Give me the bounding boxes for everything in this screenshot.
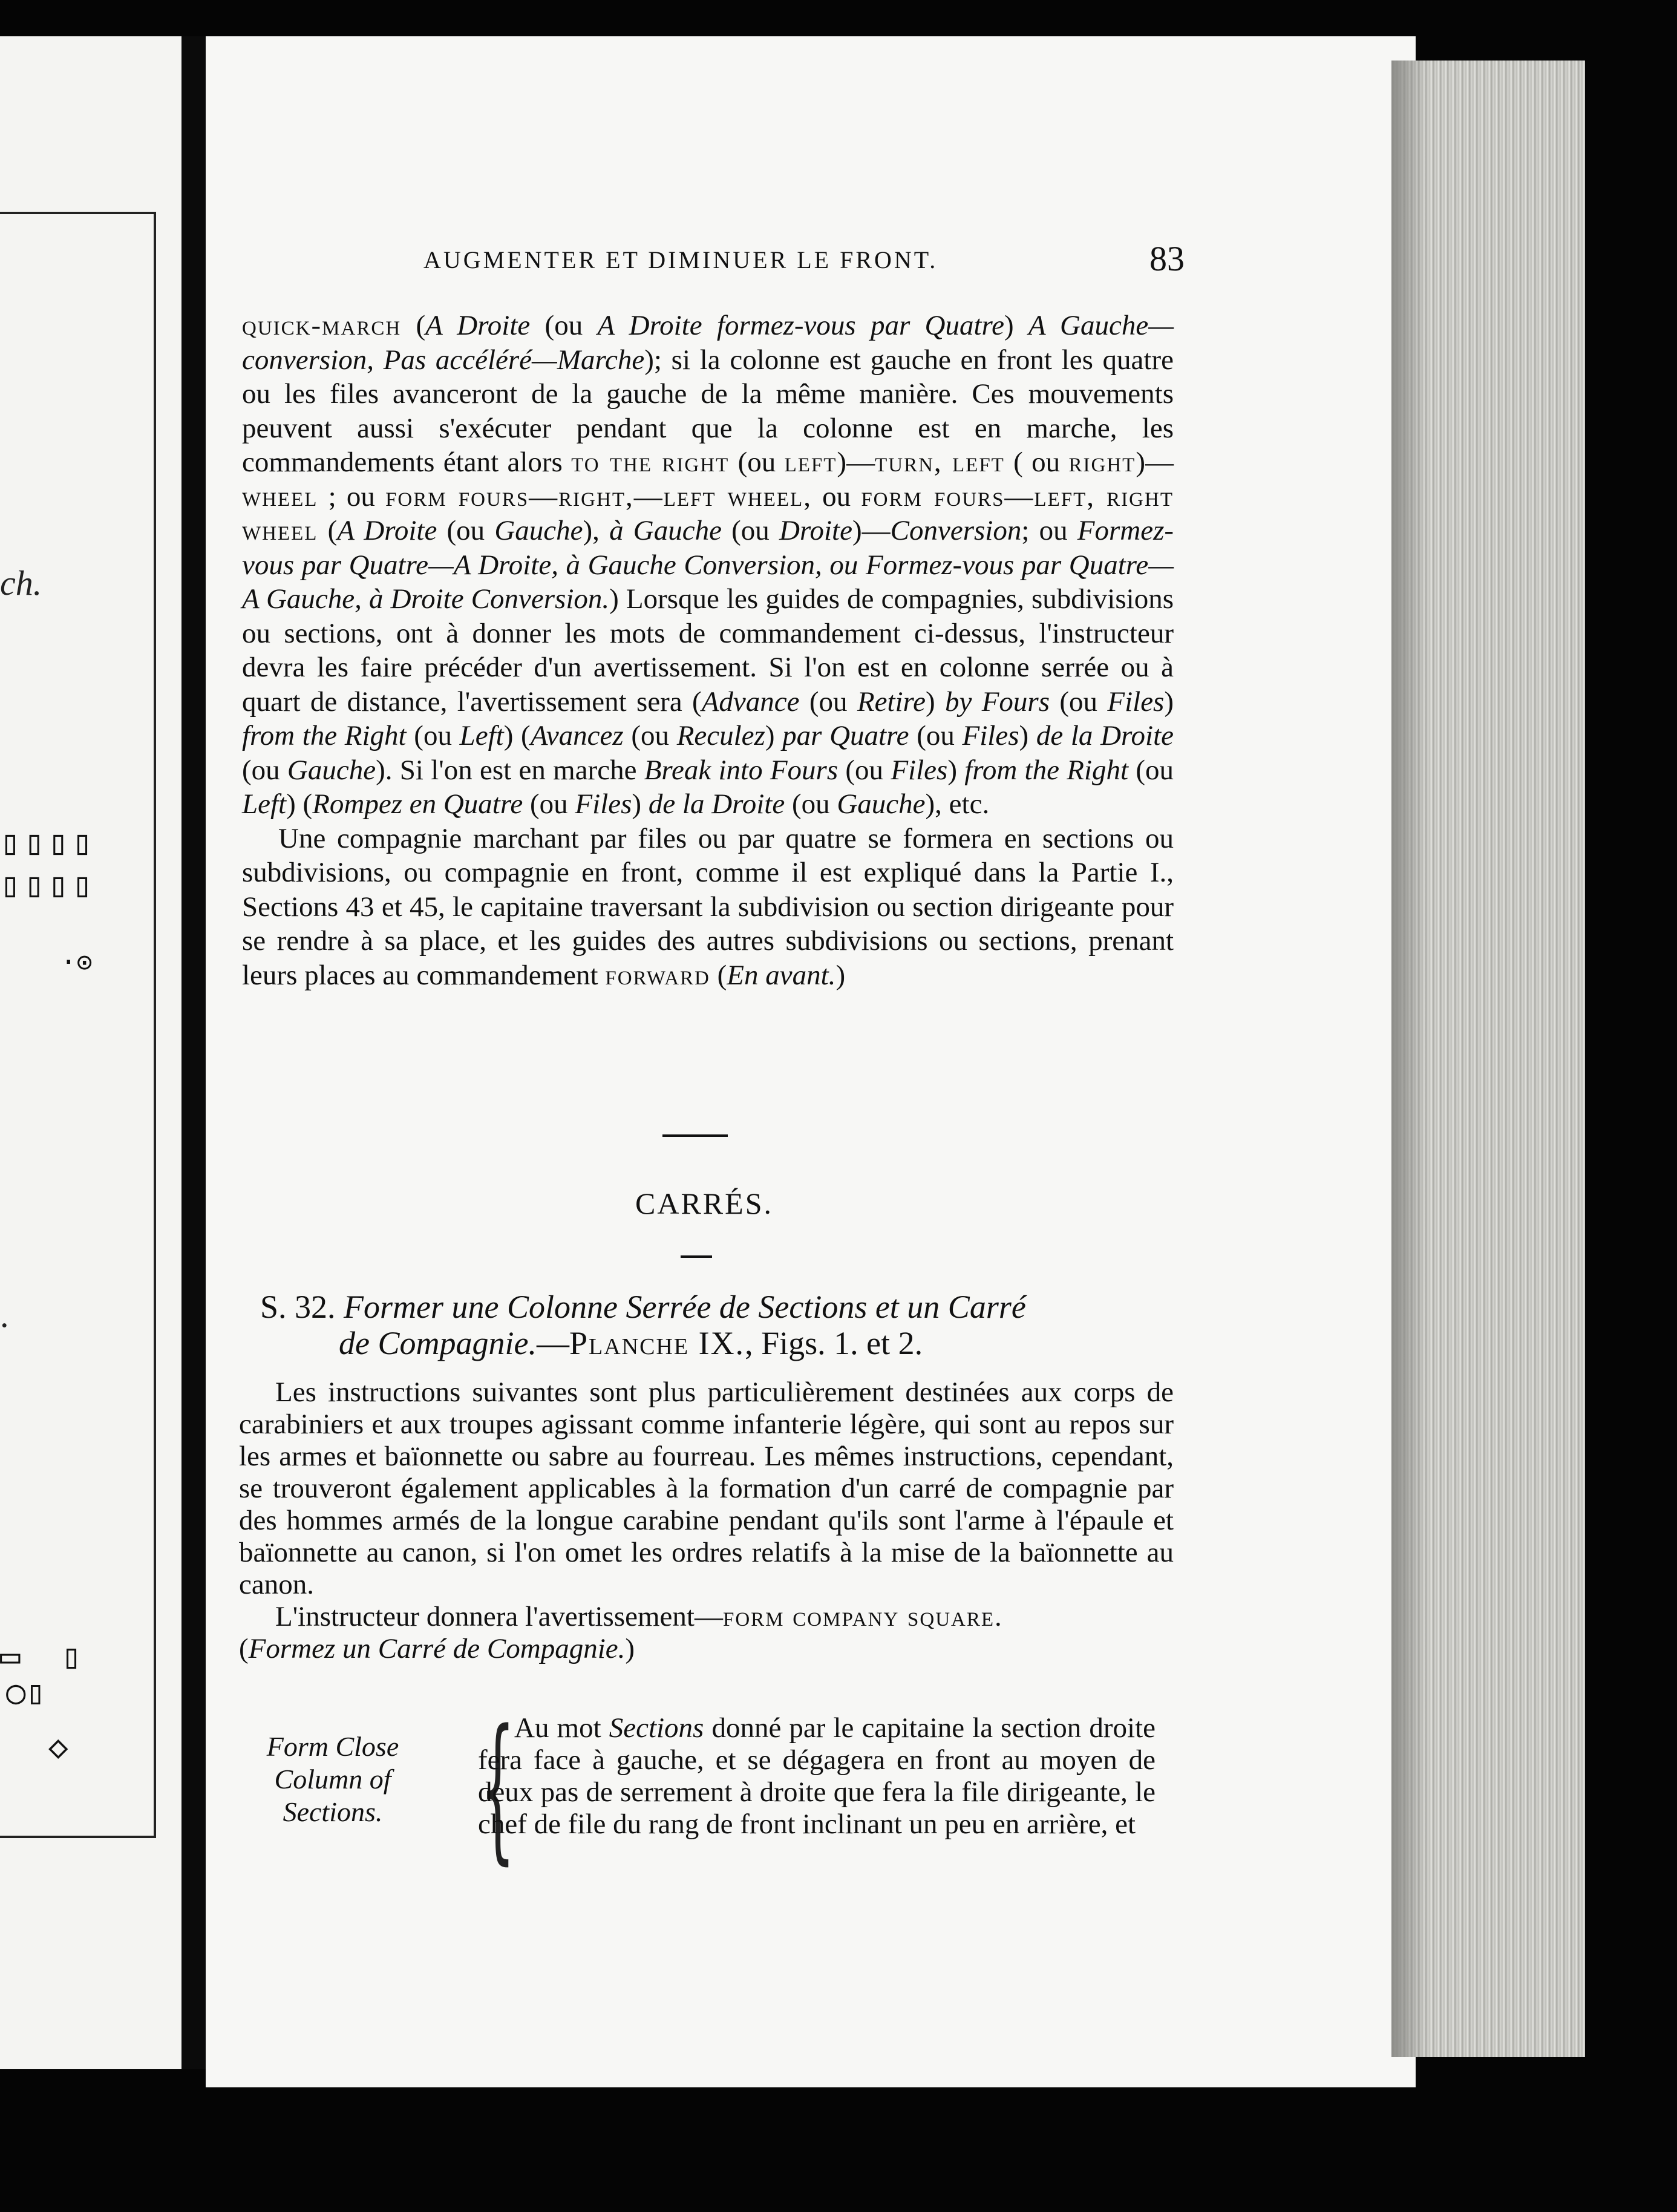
brace-icon: { xyxy=(480,1697,515,1879)
formation-symbols-row-3: ▭ ▯ xyxy=(0,1637,82,1676)
plate-frame xyxy=(0,212,156,1838)
paragraph-2: Une compagnie marchant par files ou par quatre se formera en sections ou subdivisions, ou compagnie en front, comme il est expliqué dans la Partie I., Sections 43 et 45, le capitaine traversant la subdivision ou section dirigeante pour se rendre à sa place, et les guides des autres subdivisions ou sections, prenant leurs places au commandement forward (En avant.) xyxy=(242,822,1174,991)
section-number: S. 32. xyxy=(260,1289,336,1325)
section-divider-top xyxy=(662,1134,728,1137)
paragraph-1: quick-march (A Droite (ou A Droite formez-vous par Quatre) A Gauche—conversion, Pas accéléré—Marche); si la colonne est gauche en front les quatre ou les files avanceront de la gauche de la même manière. Ces mouvements peuvent aussi s'exécuter pendant que la colonne est en marche, les commandements étant alors to the right (ou left)—turn, left ( ou right)—wheel ; ou form fours—right,—left wheel, ou form fours—left, right wheel (A Droite (ou Gauche), à Gauche (ou Droite)—Conversion; ou Formez-vous par Quatre—A Droite, à Gauche Conversion, ou Formez-vous par Quatre—A Gauche, à Droite Conversion.) Lorsque les guides de compagnies, subdivisions ou sections, ont à donner les mots de commandement ci-dessus, l'instructeur devra les faire précéder d'un avertissement. Si l'on est en colonne serrée ou à quart de distance, l'avertissement sera (Advance (ou Retire) by Fours (ou Files) from the Right (ou Left) (Avancez (ou Reculez) par Quatre (ou Files) de la Droite (ou Gauche). Si l'on est en marche Break into Fours (ou Files) from the Right (ou Left) (Rompez en Quatre (ou Files) de la Droite (ou Gauche), etc. Une compagnie marchant par files ou par quatre se formera en sections ou subdivisions, ou compagnie en front, comme il est expliqué dans la Partie I., Sections 43 et 45, le capitaine traversant la subdivision ou section dirigeante pour se rendre à sa place, et les guides des autres subdivisions ou sections, prenant leurs places au commandement forward (En avant.) xyxy=(242,309,1174,992)
page-number: 83 xyxy=(1149,239,1185,278)
formation-symbols-row-1: ▯▯▯▯ xyxy=(0,823,96,862)
paragraph-3: Les instructions suivantes sont plus particulièrement destinées aux corps de carabiniers et aux troupes agissant comme infanterie légère, qui sont au repos sur les armes et baïonnette ou sabre au fourreau. Les mêmes instructions, cependant, se trouveront également applicables à la formation d'un carré de compagnie par des hommes armés de la longue carabine pendant qu'ils sont l'arme à l'épaule et baïonnette au canon, si l'on omet les ordres relatifs à la mise de la baïonnette au canon. xyxy=(239,1376,1174,1600)
page-edges-shadow xyxy=(1391,61,1428,2057)
plate-reference: Planche IX. xyxy=(569,1325,745,1361)
formation-symbols-row-4: ○▯ xyxy=(6,1673,46,1711)
section-divider-bottom xyxy=(681,1255,712,1258)
facing-page-fragment-2: . xyxy=(0,1295,9,1335)
running-title: AUGMENTER ET DIMINUER LE FRONT. xyxy=(423,246,938,273)
facing-page-fragment: ch. xyxy=(0,563,42,603)
book-gutter xyxy=(181,36,206,2069)
margin-note: Form Close Column of Sections. xyxy=(266,1731,399,1827)
body-continued xyxy=(239,1376,1174,1665)
paragraph-4: L'instructeur donnera l'avertissement—form company square. (Formez un Carré de Compagnie.) xyxy=(239,1601,1003,1664)
formation-symbols-row-2: ▯▯▯▯ xyxy=(0,865,96,905)
officer-symbol: ·⊙ xyxy=(60,947,93,978)
paragraph-5: Au mot Sections donné par le capitaine la section droite fera face à gauche, et se dégagera en front au moyen de deux pas de serrement à droite que fera la file dirigeante, le chef de file du rang de front inclinant un peu en arrière, et xyxy=(478,1712,1156,1840)
formation-symbols-row-5: ◇ xyxy=(48,1727,68,1765)
subsection-title: S. 32. Former une Colonne Serrée de Sections et un Carré de Compagnie.—Planche IX., Figs. 1. et 2. xyxy=(260,1289,1026,1361)
